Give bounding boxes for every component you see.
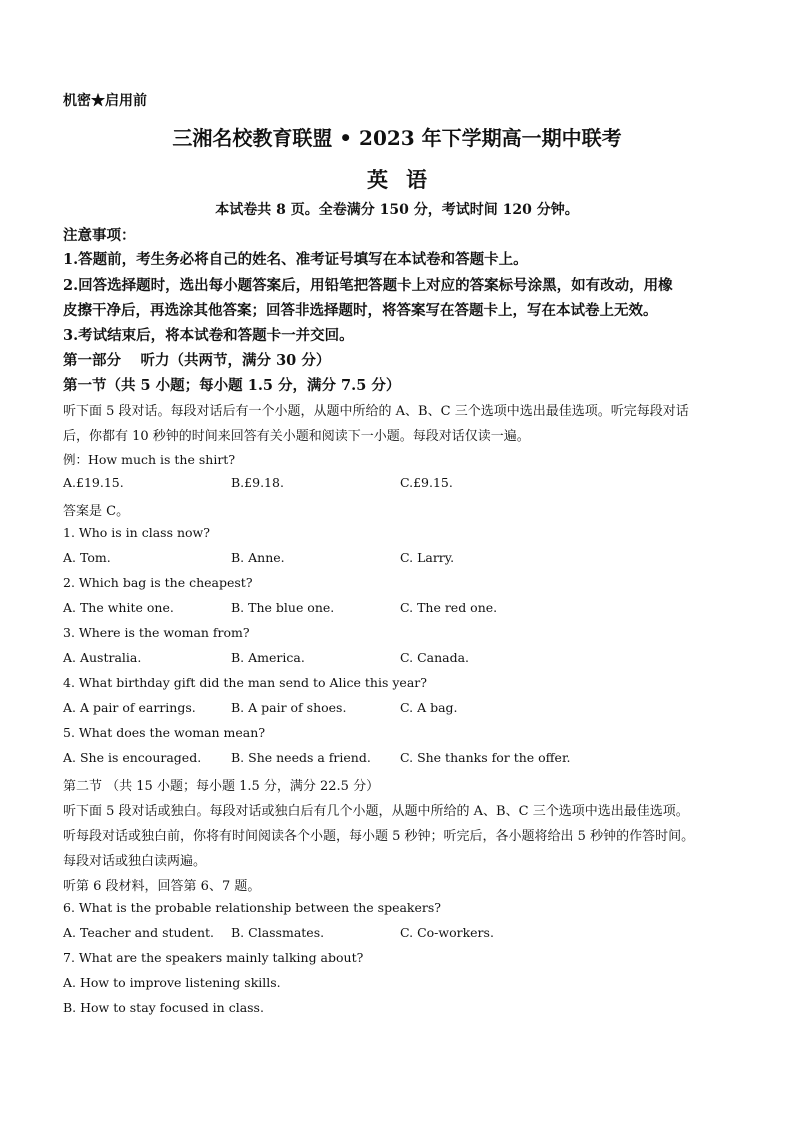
notice-item-3: 3.考试结束后，将本试卷和答题卡一并交回。: [63, 327, 354, 344]
question-3-option-a: A. Australia.: [63, 650, 142, 665]
exam-title: 三湘名校教育联盟 • 2023 年下学期高一期中联考: [172, 126, 622, 150]
question-3-option-b: B. America.: [231, 650, 305, 665]
question-1-option-a: A. Tom.: [63, 550, 111, 565]
example-option-a: A.£19.15.: [63, 475, 124, 490]
exam-intro: 本试卷共 8 页。全卷满分 150 分，考试时间 120 分钟。: [215, 202, 579, 218]
section1-instructions-line-2: 后，你都有 10 秒钟的时间来回答有关小题和阅读下一小题。每段对话仅读一遍。: [63, 429, 530, 444]
question-7-option-a: A. How to improve listening skills.: [63, 975, 281, 990]
question-4: 4. What birthday gift did the man send to Alice this year?: [63, 675, 427, 690]
notice-item-2-line-2: 皮擦干净后，再选涂其他答案；回答非选择题时，将答案写在答题卡上，写在本试卷上无效。: [63, 302, 658, 319]
question-2-option-b: B. The blue one.: [231, 600, 335, 615]
question-2-option-a: A. The white one.: [63, 600, 174, 615]
section2-instructions-line-2: 听每段对话或独白前，你将有时间阅读各个小题，每小题 5 秒钟；听完后，各小题将给出 5 秒钟的作答时间。: [63, 829, 695, 844]
example-question: 例：How much is the shirt?: [63, 452, 236, 467]
question-5: 5. What does the woman mean?: [63, 725, 266, 740]
question-3-option-c: C. Canada.: [400, 650, 470, 665]
question-5-option-b: B. She needs a friend.: [231, 750, 371, 765]
section2-instructions-line-1: 听下面 5 段对话或独白。每段对话或独白后有几个小题，从题中所给的 A、B、C 三个选项中选出最佳选项。: [63, 804, 689, 819]
section2-heading: 第二节 （共 15 小题；每小题 1.5 分，满分 22.5 分）: [63, 779, 380, 794]
notice-heading: 注意事项：: [63, 227, 136, 244]
question-7: 7. What are the speakers mainly talking about?: [63, 950, 364, 965]
question-6-option-a: A. Teacher and student.: [63, 925, 215, 940]
question-6-option-b: B. Classmates.: [231, 925, 325, 940]
question-4-option-b: B. A pair of shoes.: [231, 700, 347, 715]
question-2-option-c: C. The red one.: [400, 600, 498, 615]
example-answer: 答案是 C。: [63, 504, 130, 519]
question-5-option-c: C. She thanks for the offer.: [400, 750, 571, 765]
material-6-instruction: 听第 6 段材料，回答第 6、7 题。: [63, 879, 261, 894]
section1-instructions-line-1: 听下面 5 段对话。每段对话后有一个小题，从题中所给的 A、B、C 三个选项中选出最佳选项。听完每段对话: [63, 404, 689, 419]
notice-item-1: 1.答题前，考生务必将自己的姓名、准考证号填写在本试卷和答题卡上。: [63, 251, 528, 268]
question-6-option-c: C. Co-workers.: [400, 925, 494, 940]
notice-item-2-line-1: 2.回答选择题时，选出每小题答案后，用铅笔把答题卡上对应的答案标号涂黑，如有改动，用橡: [63, 277, 673, 294]
part1-heading: 第一部分 听力（共两节，满分 30 分）: [63, 352, 331, 369]
example-option-c: C.£9.15.: [400, 475, 453, 490]
question-3: 3. Where is the woman from?: [63, 625, 250, 640]
question-1-option-c: C. Larry.: [400, 550, 455, 565]
question-5-option-a: A. She is encouraged.: [63, 750, 202, 765]
section2-instructions-line-3: 每段对话或独白读两遍。: [63, 854, 207, 869]
subject-title: 英语: [367, 167, 445, 192]
question-4-option-c: C. A bag.: [400, 700, 458, 715]
question-7-option-b: B. How to stay focused in class.: [63, 1000, 264, 1015]
confidential-label: 机密★启用前: [63, 93, 147, 109]
question-2: 2. Which bag is the cheapest?: [63, 575, 253, 590]
question-1-option-b: B. Anne.: [231, 550, 285, 565]
question-1: 1. Who is in class now?: [63, 525, 210, 540]
question-6: 6. What is the probable relationship between the speakers?: [63, 900, 441, 915]
question-4-option-a: A. A pair of earrings.: [63, 700, 196, 715]
example-option-b: B.£9.18.: [231, 475, 284, 490]
section1-heading: 第一节（共 5 小题；每小题 1.5 分，满分 7.5 分）: [63, 377, 401, 394]
